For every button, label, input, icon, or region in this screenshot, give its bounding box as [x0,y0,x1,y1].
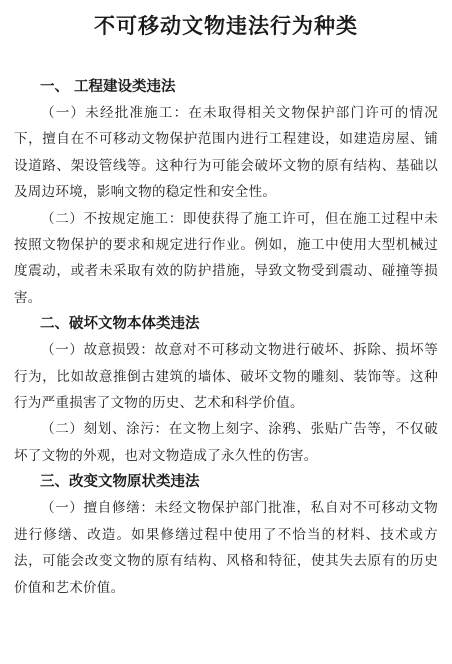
section-heading-text: 一、 工程建设类违法 [40,78,176,95]
paragraph-noncompliant-construction: （二）不按规定施工：即使获得了施工许可，但在施工过程中未按照文物保护的要求和规定进行作业。例如，施工中使用大型机械过度震动，或者未采取有效的防护措施，导致文物受到震动、碰撞等损害。 [14,210,438,306]
paragraph-carving-defacing: （二）刻划、涂污：在文物上刻字、涂鸦、张贴广告等，不仅破坏了文物的外观，也对文物造成了永久性的伤害。 [14,421,438,464]
paragraph-deliberate-damage: （一）故意损毁：故意对不可移动文物进行破坏、拆除、损坏等行为，比如故意推倒古建筑的墙体、破坏文物的雕刻、装饰等。这种行为严重损害了文物的历史、艺术和科学价值。 [14,342,438,412]
document-title: 不可移动文物违法行为种类 [94,13,358,38]
section-heading-construction [14,74,438,100]
paragraph-unapproved-construction: （一）未经批准施工：在未取得相关文物保护部门许可的情况下，擅自在不可移动文物保护范围内进行工程建设，如建造房屋、铺设道路、架设管线等。这种行为可能会破坏文物的原有结构、基础以及周边环境，影响文物的稳定性和安全性。 [14,105,438,201]
paragraph-unauthorized-repair: （一）擅自修缮：未经文物保护部门批准，私自对不可移动文物进行修缮、改造。如果修缮过程中使用了不恰当的材料、技术或方法，可能会改变文物的原有结构、风格和特征，使其失去原有的历史价值和艺术价值。 [14,500,438,596]
section-heading-alteration [14,469,438,495]
section-heading-text: 三、改变文物原状类违法 [40,473,200,491]
section-heading-body-damage [14,311,438,337]
section-heading-text: 二、破坏文物本体类违法 [40,315,200,333]
